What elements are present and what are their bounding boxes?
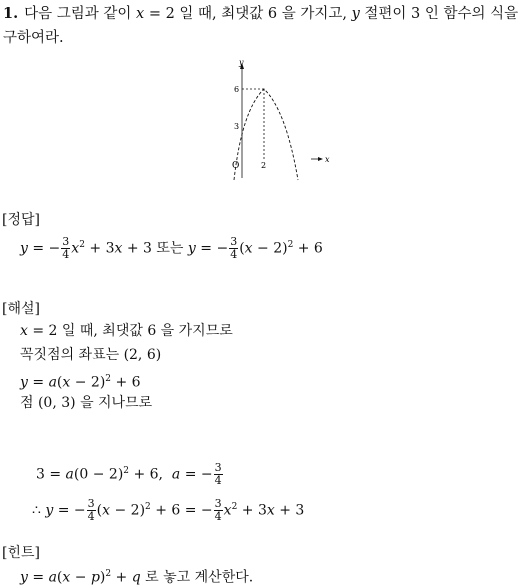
hint-text: $y = a(x - p)^2 + q$ 로 놓고 계산한다. bbox=[20, 569, 254, 586]
solution-step-1: $3 = a(0 - 2)^2 + 6$, a = − $\frac{3}{4}$ bbox=[36, 461, 222, 488]
y-tick-3: 3 bbox=[234, 122, 240, 131]
answer-heading: [정답] bbox=[2, 212, 40, 228]
x-axis-label: x bbox=[325, 155, 330, 164]
solution-line-4: 점 (0, 3) 을 지나므로 bbox=[20, 395, 153, 411]
parabola-graph bbox=[225, 58, 335, 183]
y-axis-label: y bbox=[239, 58, 244, 67]
question-text: 다음 그림과 같이 x = 2 일 때, 최댓값 6 을 가지고, y 절편이 3 인 함수의 식을 구하여라. bbox=[3, 6, 519, 46]
origin-label: O bbox=[232, 161, 240, 171]
solution-line-3: $y = a(x - 2)^2 + 6$ bbox=[20, 374, 141, 391]
solution-line-1: x = 2 일 때, 최댓값 6 을 가지므로 bbox=[20, 323, 233, 339]
hint-heading: [힌트] bbox=[2, 545, 40, 561]
question-number: 1. bbox=[3, 5, 19, 22]
x-axis-arrow bbox=[318, 157, 323, 161]
x-tick-2: 2 bbox=[261, 161, 267, 170]
solution-line-2: 꼭짓점의 좌표는 (2, 6) bbox=[20, 347, 162, 363]
solution-step-2: ∴ y = − $\frac{3}{4}$ $(x - 2)^2 + 6$ = − $\frac{3}{4}$ $x^2 + 3x + 3$ bbox=[32, 497, 305, 524]
answer-formula: y = − $\frac{3}{4}$ $x^2 + 3x + 3$ 또는 y = − $\frac{3}{4}$ $(x - 2)^2 + 6$ bbox=[20, 235, 323, 262]
question bbox=[3, 2, 529, 50]
y-tick-6: 6 bbox=[234, 85, 240, 94]
solution-heading: [해설] bbox=[2, 301, 40, 317]
